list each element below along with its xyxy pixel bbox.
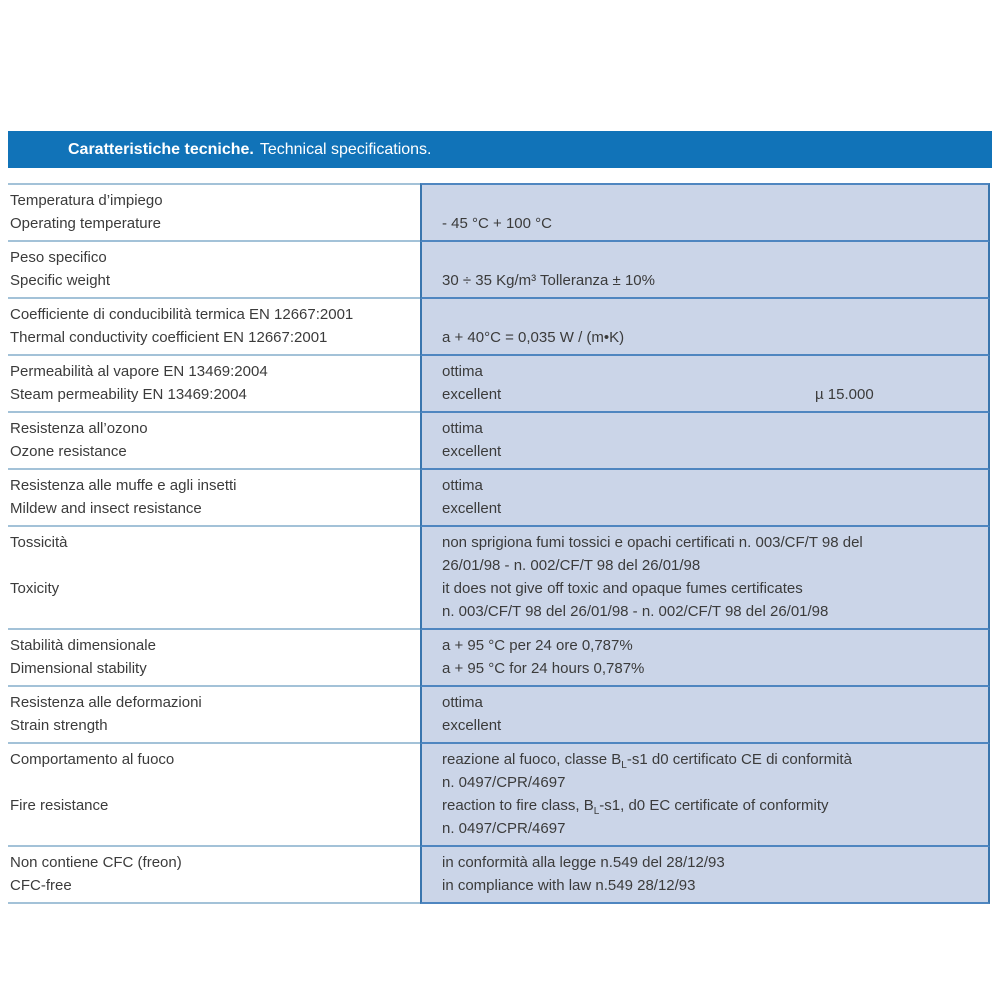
- row-label-cell: [8, 470, 420, 527]
- row-value-line: [442, 246, 978, 269]
- row-value-line: excellent: [442, 717, 502, 734]
- row-label-line: Resistenza all’ozono: [10, 420, 148, 437]
- row-value-line: [442, 303, 978, 326]
- row-value-line: 26/01/98 - n. 002/CF/T 98 del 26/01/98: [442, 557, 701, 574]
- row-label-cell: [8, 183, 420, 242]
- row-value-line: n. 0497/CPR/4697: [442, 820, 566, 837]
- row-label-line: Toxicity: [10, 580, 60, 597]
- table-row: [8, 847, 990, 904]
- row-value-line: a + 95 °C per 24 ore 0,787%: [442, 637, 633, 654]
- row-value-line: a + 95 °C for 24 hours 0,787%: [442, 660, 645, 677]
- row-value-line: a + 40°C = 0,035 W / (m•K): [442, 329, 625, 346]
- row-label-cell: [8, 242, 420, 299]
- table-row: [8, 183, 990, 242]
- row-value-cell: [420, 470, 990, 527]
- row-label-line: Resistenza alle deformazioni: [10, 694, 202, 711]
- row-value-extra: µ 15.000: [815, 386, 874, 403]
- row-label-line: Steam permeability EN 13469:2004: [10, 386, 247, 403]
- row-label-line: [10, 771, 412, 794]
- row-label-line: Coefficiente di conducibilità termica EN 12667:2001: [10, 306, 354, 323]
- row-value-line: ottima: [442, 477, 483, 494]
- row-value-line: ottima: [442, 363, 483, 380]
- row-value-cell: [420, 242, 990, 299]
- row-label-line: Fire resistance: [10, 797, 109, 814]
- row-label-cell: [8, 356, 420, 413]
- row-label-cell: [8, 413, 420, 470]
- row-label-cell: [8, 527, 420, 630]
- row-label-cell: [8, 630, 420, 687]
- row-value-cell: [420, 527, 990, 630]
- table-row: [8, 630, 990, 687]
- row-value-cell: [420, 413, 990, 470]
- row-label-line: Peso specifico: [10, 249, 107, 266]
- row-value-cell: [420, 847, 990, 904]
- row-value-line: in conformità alla legge n.549 del 28/12/93: [442, 854, 725, 871]
- row-label-cell: [8, 744, 420, 847]
- section-title-italian: Caratteristiche tecniche.: [68, 140, 254, 158]
- row-value-cell: [420, 299, 990, 356]
- row-value-line: it does not give off toxic and opaque fumes certificates: [442, 580, 803, 597]
- row-value-cell: [420, 744, 990, 847]
- row-label-line: [10, 817, 412, 840]
- row-value-cell: [420, 183, 990, 242]
- row-value-line: excellent: [442, 443, 502, 460]
- row-label-line: Mildew and insect resistance: [10, 500, 202, 517]
- row-label-cell: [8, 687, 420, 744]
- row-value-line: 30 ÷ 35 Kg/m³ Tolleranza ± 10%: [442, 272, 655, 289]
- row-label-line: Ozone resistance: [10, 443, 127, 460]
- row-label-line: Strain strength: [10, 717, 108, 734]
- row-value-line: in compliance with law n.549 28/12/93: [442, 877, 696, 894]
- row-label-line: Operating temperature: [10, 215, 161, 232]
- row-value-line: ottima: [442, 420, 483, 437]
- table-row: [8, 527, 990, 630]
- table-row: [8, 299, 990, 356]
- row-label-line: [10, 554, 412, 577]
- row-label-line: Thermal conductivity coefficient EN 12667:2001: [10, 329, 328, 346]
- row-label-line: CFC-free: [10, 877, 72, 894]
- table-row: [8, 242, 990, 299]
- section-header-bar: [8, 131, 992, 168]
- row-value-line: n. 003/CF/T 98 del 26/01/98 - n. 002/CF/T 98 del 26/01/98: [442, 603, 829, 620]
- row-value-line: - 45 °C + 100 °C: [442, 215, 552, 232]
- row-value-line: reazione al fuoco, classe $B_L-s1$ d0 certificato CE di conformità: [442, 751, 852, 771]
- row-label-line: Resistenza alle muffe e agli insetti: [10, 477, 237, 494]
- row-label-line: Tossicità: [10, 534, 68, 551]
- row-value-line: n. 0497/CPR/4697: [442, 774, 566, 791]
- row-label-line: Stabilità dimensionale: [10, 637, 156, 654]
- row-value-line: [442, 189, 978, 212]
- row-value-line: excellent: [442, 500, 502, 517]
- row-label-line: Comportamento al fuoco: [10, 751, 175, 768]
- table-row: [8, 687, 990, 744]
- row-value-line: excellent: [442, 386, 502, 403]
- row-label-line: Temperatura d’impiego: [10, 192, 163, 209]
- row-label-line: Specific weight: [10, 272, 111, 289]
- table-row: [8, 470, 990, 527]
- row-label-cell: [8, 847, 420, 904]
- row-value-line: non sprigiona fumi tossici e opachi certificati n. 003/CF/T 98 del: [442, 534, 863, 551]
- row-value-cell: [420, 356, 990, 413]
- table-row: [8, 413, 990, 470]
- row-label-line: [10, 600, 412, 623]
- table-row: [8, 744, 990, 847]
- row-value-cell: [420, 630, 990, 687]
- row-label-line: Dimensional stability: [10, 660, 147, 677]
- row-label-line: Permeabilità al vapore EN 13469:2004: [10, 363, 268, 380]
- row-value-line: reaction to fire class, $B_L-s1$, d0 EC certificate of conformity: [442, 797, 829, 817]
- row-value-cell: [420, 687, 990, 744]
- table-row: [8, 356, 990, 413]
- row-label-line: Non contiene CFC (freon): [10, 854, 182, 871]
- row-value-line: ottima: [442, 694, 483, 711]
- spec-table: [8, 183, 990, 904]
- section-title-english: Technical specifications.: [259, 140, 432, 158]
- row-label-cell: [8, 299, 420, 356]
